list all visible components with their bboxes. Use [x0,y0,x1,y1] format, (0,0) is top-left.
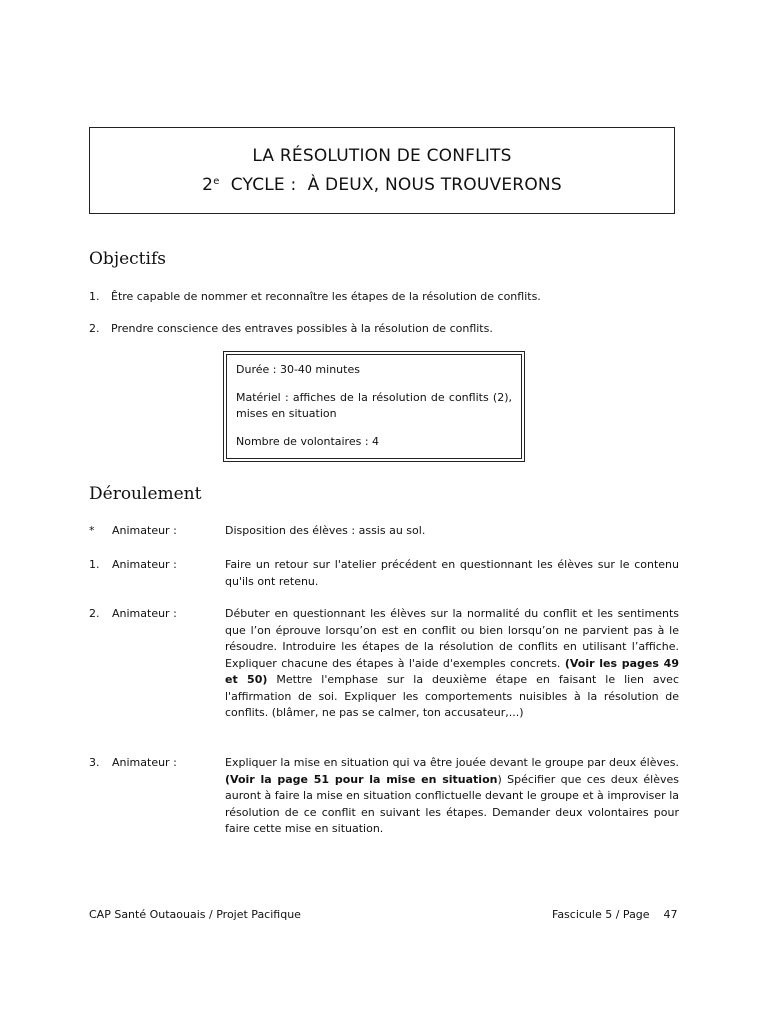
step-text-part: Mettre l'emphase sur la deuxième étape en faisant le lien avec l'affirmation de soi. Expliquer les comportements nuisibles à la résolution de conflits. (blâmer, ne pas se calmer, ton accusateur,...) [225,673,679,719]
title-line-1: LA RÉSOLUTION DE CONFLITS [252,145,512,166]
cycle-title: CYCLE : À DEUX, NOUS TROUVERONS [219,174,562,195]
step-role: Animateur : [112,607,177,620]
step-text-part: ) Spécifier que ces deux élèves auront à faire la mise en situation conflictuelle devant le groupe et à improviser la résolution de ce conflit en suivant les étapes. Demander deux volontaires pour faire cette mise en situation. [225,772,679,835]
step-role: Animateur : [112,558,177,571]
step-text [225,755,679,838]
page-reference: (Voir la page 51 pour la mise en situation [225,772,498,786]
objectifs-heading: Objectifs [89,249,166,269]
step-text [225,557,679,590]
objectif-number: 1. [89,290,100,303]
page-reference: (Voir les pages 49 et 50) [225,656,679,686]
step-text-part: Débuter en questionnant les élèves sur la normalité du conflit et les sentiments que l’on éprouve lorsqu’on est en conflit ou bien lorsqu’on ne parvient pas à le résoudre. Introduire les étapes de la résolution de conflits en utilisant l’affiche. Expliquer chacune des étapes à l'aide d'exemples concrets. [225,607,679,670]
footer-page-number: Fascicule 5 / Page 47 [552,908,678,921]
title-box [89,127,675,214]
objectif-item-2 [89,321,689,337]
deroulement-heading: Déroulement [89,484,202,504]
info-box-inner [226,354,522,459]
volontaires-text: Nombre de volontaires : 4 [236,435,380,448]
objectif-text: Prendre conscience des entraves possibles à la résolution de conflits. [111,322,493,335]
step-number: 1. [89,558,100,571]
cycle-superscript: e [213,175,220,187]
step-number: 3. [89,756,100,769]
step-text-part: Disposition des élèves : assis au sol. [225,524,426,537]
step-number: * [89,524,95,537]
title-line-2 [202,169,562,198]
objectif-item-1 [89,289,689,305]
info-box [223,351,525,462]
cycle-number: 2 [202,174,214,195]
step-number: 2. [89,607,100,620]
objectif-text: Être capable de nommer et reconnaître les étapes de la résolution de conflits. [111,290,541,303]
duree-text: Durée : 30-40 minutes [236,363,360,376]
step-text [225,523,679,540]
step-text-part: Expliquer la mise en situation qui va être jouée devant le groupe par deux élèves. [225,756,679,769]
step-role: Animateur : [112,524,177,537]
step-text [225,606,679,722]
objectif-number: 2. [89,322,100,335]
materiel-text: Matériel : affiches de la résolution de conflits (2), mises en situation [236,391,512,420]
step-text-part: Faire un retour sur l'atelier précédent en questionnant les élèves sur le contenu qu'ils ont retenu. [225,558,679,588]
footer-left: CAP Santé Outaouais / Projet Pacifique [89,908,301,921]
step-role: Animateur : [112,756,177,769]
